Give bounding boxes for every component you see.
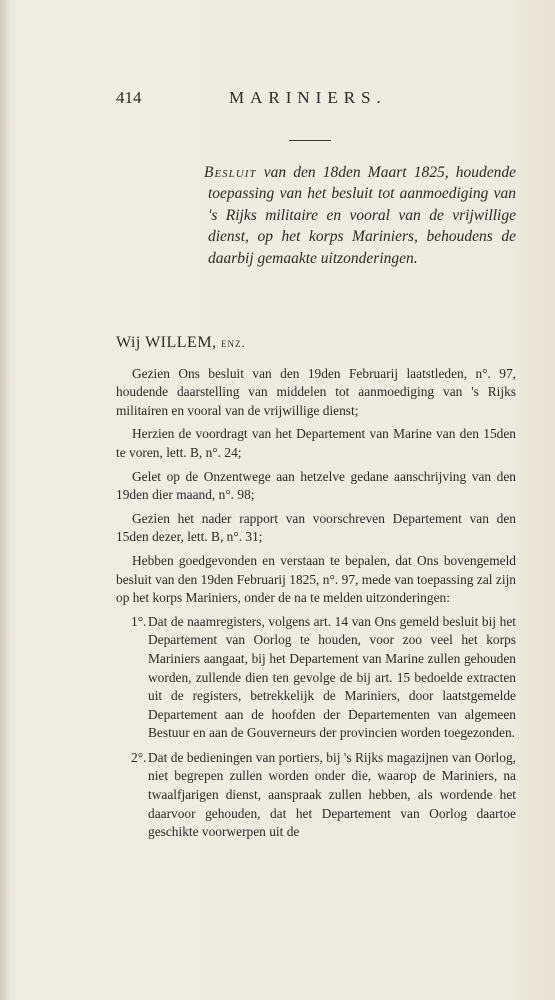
paragraph: Hebben goedgevonden en verstaan te bepalen, dat Ons bovengemeld besluit van den 19den Februarij 1825, n°. 97, mede van toepassing zal zijn op het korps Mariniers, onder de na te melden uitzonderingen: — [116, 552, 516, 606]
page-header — [116, 88, 516, 114]
list-item — [116, 749, 516, 842]
summary-lead: Besluit — [204, 164, 257, 181]
item-text: Dat de bedieningen van portiers, bij 's Rijks magazijnen van Oorlog, niet begrepen zullen worden onder die, waarop de Mariniers, na twaalfjarigen dienst, aanspraak zullen hebben, als wordende het daarvoor gehouden, dat het Departement van Oorlog daartoe geschikte voorwerpen uit de — [148, 749, 516, 840]
heading-suffix: enz. — [221, 335, 246, 350]
item-number: 2°. — [131, 749, 147, 765]
summary-text: van den 18den Maart 1825, houdende toepassing van het besluit tot aanmoediging van 's Rijks militaire en vooral van de vrijwillige dienst, op het korps Mariniers, behoudens de daarbij gemaakte uitzonderingen. — [208, 164, 516, 267]
paragraph: Herzien de voordragt van het Departement van Marine van den 15den te voren, lett. B, n°. 24; — [116, 426, 516, 460]
item-text: Dat de naamregisters, volgens art. 14 van Ons gemeld besluit bij het Departement van Oorlog te houden, voor zoo veel het korps Mariniers aangaat, bij het Departement van Marine zullen gehouden worden, zullende dien ten gevolge de bij art. 15 bedoelde extracten uit de registers, betrekkelijk de Mariniers, door laatstgemelde Departement aan de hoofden der Departementen van algemeen Bestuur en aan de Gouverneurs der provincien worden toegezonden. — [148, 613, 516, 741]
running-title: MARINIERS. — [229, 88, 387, 107]
decree-summary — [204, 162, 516, 269]
paragraph: Gelet op de Onzentwege aan hetzelve gedane aanschrijving van den 19den dier maand, n°. 98; — [116, 468, 516, 503]
list-item — [116, 613, 516, 743]
page-edge-shadow — [0, 0, 10, 1000]
decree-heading — [116, 334, 516, 353]
paragraph: Gezien Ons besluit van den 19den Februarij laatstleden, n°. 97, houdende daarstelling van middelen tot aanmoediging van 's Rijks militairen en vooral van de vrijwillige dienst; — [116, 365, 516, 418]
item-number: 1°. — [131, 613, 147, 629]
header-divider — [289, 140, 331, 141]
decree-body — [116, 334, 516, 848]
page-number: 414 — [116, 88, 142, 107]
paragraph: Gezien het nader rapport van voorschreven Departement van den 15den dezer, lett. B, n°. 31; — [116, 510, 516, 545]
heading-main: Wij WILLEM, — [116, 334, 217, 351]
